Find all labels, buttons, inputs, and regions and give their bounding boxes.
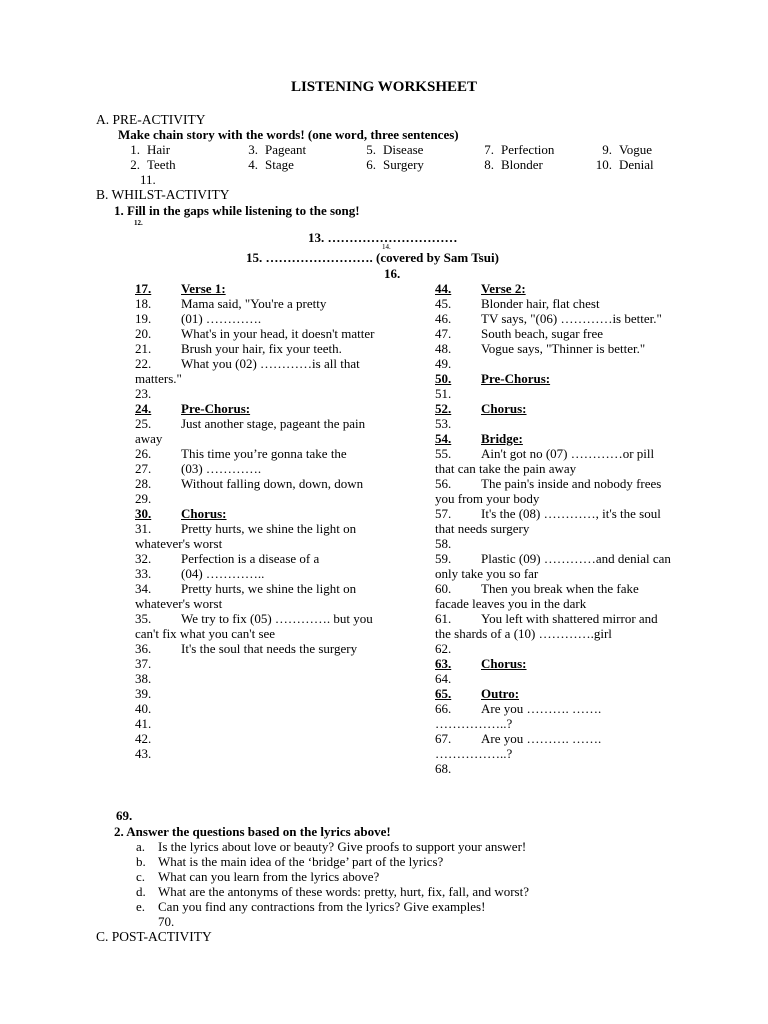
lyric-line [135,611,375,641]
question-list [136,839,529,914]
question-text: What can you learn from the lyrics above? [158,869,380,884]
lyric-line [435,326,675,341]
section-a-heading: A. PRE-ACTIVITY [96,112,206,127]
word-item [354,157,424,172]
line-number: 23. [135,386,152,401]
lyric-section-heading: Pre-Chorus: [181,401,251,416]
question-item [136,884,529,899]
line-number: 30. [135,506,152,521]
lyric-text: South beach, sugar free [481,326,604,341]
lyric-line [435,311,675,326]
line-number: 67. [435,731,452,746]
line-number: 36. [135,641,152,656]
song-title-line: 13. ………………………… [308,230,458,245]
line-number: 48. [435,341,452,356]
lyric-line [135,326,375,341]
section-b-heading: B. WHILST-ACTIVITY [96,187,230,202]
line-number: 50. [435,371,452,386]
lyric-section-heading: Verse 2: [481,281,526,296]
lyric-text: It's the (08) …………, it's the soul that needs surgery [435,506,661,536]
section-a-instruction: Make chain story with the words! (one word, three sentences) [118,127,459,142]
lyric-text: It's the soul that needs the surgery [181,641,358,656]
lyric-section-heading: Verse 1: [181,281,226,296]
lyric-line [435,536,675,551]
question-item [136,839,529,854]
line-number: 46. [435,311,452,326]
lyric-text: Brush your hair, fix your teeth. [181,341,342,356]
word-number: 1. [130,142,140,157]
line-number: 43. [135,746,152,761]
lyric-section-heading: Chorus: [181,506,227,521]
word-text: Vogue [619,142,652,157]
lyric-line [135,491,375,506]
word-number: 9. [602,142,612,157]
lyric-text: Ain't got no (07) …………or pill that can take the pain away [435,446,655,476]
lyric-line [135,716,375,731]
song-artist-line: 15. ……………………. (covered by Sam Tsui) [246,250,499,265]
lyric-text: (04) ………….. [181,566,265,581]
word-text: Denial [619,157,654,172]
lyrics-right-column [435,281,675,776]
word-text: Pageant [265,142,307,157]
line-number: 32. [135,551,152,566]
item-69: 69. [116,808,133,823]
word-number: 2. [130,157,140,172]
word-item [354,142,423,157]
word-text: Teeth [147,157,176,172]
line-number: 21. [135,341,152,356]
lyric-line [435,386,675,401]
word-item [118,157,176,172]
lyric-text: Are you ………. ……. ……………..? [435,731,602,761]
lyric-section-heading: Pre-Chorus: [481,371,551,386]
line-number: 38. [135,671,152,686]
lyric-line [135,356,375,386]
lyric-line [435,611,675,641]
lyric-line [135,386,375,401]
line-number: 19. [135,311,152,326]
word-text: Perfection [501,142,555,157]
lyric-text: (01) …………. [181,311,262,326]
line-number: 39. [135,686,152,701]
task-2-instruction: 2. Answer the questions based on the lyrics above! [114,824,391,839]
word-item [472,157,543,172]
lyric-line [135,476,375,491]
question-letter: c. [136,869,146,884]
lyric-text: (03) …………. [181,461,262,476]
lyric-line [135,731,375,746]
line-number: 56. [435,476,452,491]
lyric-line [435,281,675,296]
word-number: 8. [484,157,494,172]
line-number: 42. [135,731,152,746]
line-number: 35. [135,611,152,626]
word-item [472,142,554,157]
lyric-line [135,281,375,296]
line-number: 29. [135,491,152,506]
line-number: 44. [435,281,452,296]
word-number: 5. [366,142,376,157]
lyric-text: Vogue says, "Thinner is better." [481,341,646,356]
task-1-instruction: 1. Fill in the gaps while listening to the song! [114,203,360,218]
line-number: 34. [135,581,152,596]
section-c-heading: C. POST-ACTIVITY [96,929,212,944]
item-14: 14. [382,243,391,251]
word-number: 10. [595,157,612,172]
word-item [236,142,306,157]
lyrics-left-column [135,281,375,761]
lyric-line [435,656,675,671]
lyric-text: Without falling down, down, down [181,476,364,491]
line-number: 27. [135,461,152,476]
line-number: 55. [435,446,452,461]
question-item [136,899,529,914]
lyric-text: Then you break when the fake facade leaves you in the dark [435,581,639,611]
line-number: 24. [135,401,152,416]
question-item [136,869,529,884]
line-number: 57. [435,506,452,521]
lyric-section-heading: Chorus: [481,401,527,416]
line-number: 64. [435,671,452,686]
lyric-line [435,641,675,656]
question-text: What are the antonyms of these words: pretty, hurt, fix, fall, and worst? [158,884,529,899]
lyric-line [135,551,375,566]
lyric-line [135,686,375,701]
word-item [590,157,654,172]
lyric-section-heading: Chorus: [481,656,527,671]
lyric-section-heading: Bridge: [481,431,523,446]
word-number: 7. [484,142,494,157]
word-text: Surgery [383,157,424,172]
line-number: 28. [135,476,152,491]
lyric-line [435,476,675,506]
question-text: Is the lyrics about love or beauty? Give proofs to support your answer! [158,839,527,854]
line-number: 37. [135,656,152,671]
lyric-text: Plastic (09) …………and denial can only take you so far [435,551,671,581]
lyric-line [135,656,375,671]
lyric-line [135,701,375,716]
question-text: What is the main idea of the ‘bridge’ part of the lyrics? [158,854,444,869]
line-number: 47. [435,326,452,341]
word-item [236,157,294,172]
question-letter: e. [136,899,146,914]
lyric-text: You left with shattered mirror and the shards of a (10) ………….girl [435,611,658,641]
line-number: 45. [435,296,452,311]
lyric-line [135,311,375,326]
line-number: 66. [435,701,452,716]
lyric-line [435,731,675,761]
line-number: 22. [135,356,152,371]
line-number: 31. [135,521,152,536]
lyric-text: Pretty hurts, we shine the light on whatever's worst [135,521,357,551]
lyric-line [135,581,375,611]
word-number: 6. [366,157,376,172]
word-text: Hair [147,142,171,157]
line-number: 40. [135,701,152,716]
lyric-line [435,506,675,536]
line-number: 26. [135,446,152,461]
lyric-line [435,401,675,416]
question-text: Can you find any contractions from the lyrics? Give examples! [158,899,486,914]
line-number: 58. [435,536,452,551]
lyric-line [435,761,675,776]
lyric-line [435,686,675,701]
lyric-line [135,506,375,521]
lyric-line [435,551,675,581]
word-item [590,142,652,157]
item-11: 11. [140,172,156,187]
lyric-text: The pain's inside and nobody frees you from your body [435,476,662,506]
line-number: 33. [135,566,152,581]
lyric-text: TV says, "(06) …………is better." [481,311,662,326]
lyric-text: This time you’re gonna take the [181,446,347,461]
line-number: 17. [135,281,152,296]
lyric-text: We try to fix (05) …………. but you can't fix what you can't see [135,611,373,641]
question-item [136,854,529,869]
item-16: 16. [384,266,401,281]
word-number: 4. [248,157,258,172]
lyric-text: Blonder hair, flat chest [481,296,600,311]
lyric-line [135,461,375,476]
lyric-text: Perfection is a disease of a [181,551,320,566]
lyric-text: What you (02) …………is all that matters." [135,356,360,386]
word-text: Blonder [501,157,543,172]
lyric-line [435,446,675,476]
lyric-line [435,341,675,356]
lyric-line [435,356,675,371]
line-number: 18. [135,296,152,311]
lyric-line [435,431,675,446]
lyric-line [135,641,375,656]
lyric-line [435,416,675,431]
line-number: 61. [435,611,452,626]
line-number: 25. [135,416,152,431]
word-text: Disease [383,142,424,157]
lyric-line [135,566,375,581]
line-number: 68. [435,761,452,776]
line-number: 63. [435,656,452,671]
lyric-line [135,671,375,686]
lyric-line [135,746,375,761]
item-12: 12. [134,219,143,227]
word-item [118,142,170,157]
lyric-line [435,296,675,311]
lyric-line [435,701,675,731]
line-number: 62. [435,641,452,656]
lyric-line [435,671,675,686]
lyric-line [135,446,375,461]
question-letter: d. [136,884,146,899]
lyric-text: Mama said, "You're a pretty [181,296,327,311]
lyric-line [135,401,375,416]
word-text: Stage [265,157,294,172]
line-number: 53. [435,416,452,431]
lyric-line [135,296,375,311]
line-number: 65. [435,686,452,701]
lyric-line [135,416,375,446]
line-number: 41. [135,716,152,731]
lyric-line [135,521,375,551]
line-number: 49. [435,356,452,371]
lyric-text: What's in your head, it doesn't matter [181,326,375,341]
lyric-line [135,341,375,356]
lyric-line [435,581,675,611]
lyric-line [435,371,675,386]
question-letter: b. [136,854,146,869]
question-letter: a. [136,839,146,854]
line-number: 60. [435,581,452,596]
word-number: 3. [248,142,258,157]
lyric-text: Are you ………. ……. ……………..? [435,701,602,731]
lyric-text: Just another stage, pageant the pain away [135,416,366,446]
lyric-text: Pretty hurts, we shine the light on whatever's worst [135,581,357,611]
line-number: 52. [435,401,452,416]
item-70: 70. [158,914,175,929]
worksheet-title: LISTENING WORKSHEET [290,79,478,95]
line-number: 59. [435,551,452,566]
line-number: 51. [435,386,452,401]
line-number: 54. [435,431,452,446]
line-number: 20. [135,326,152,341]
lyric-section-heading: Outro: [481,686,520,701]
